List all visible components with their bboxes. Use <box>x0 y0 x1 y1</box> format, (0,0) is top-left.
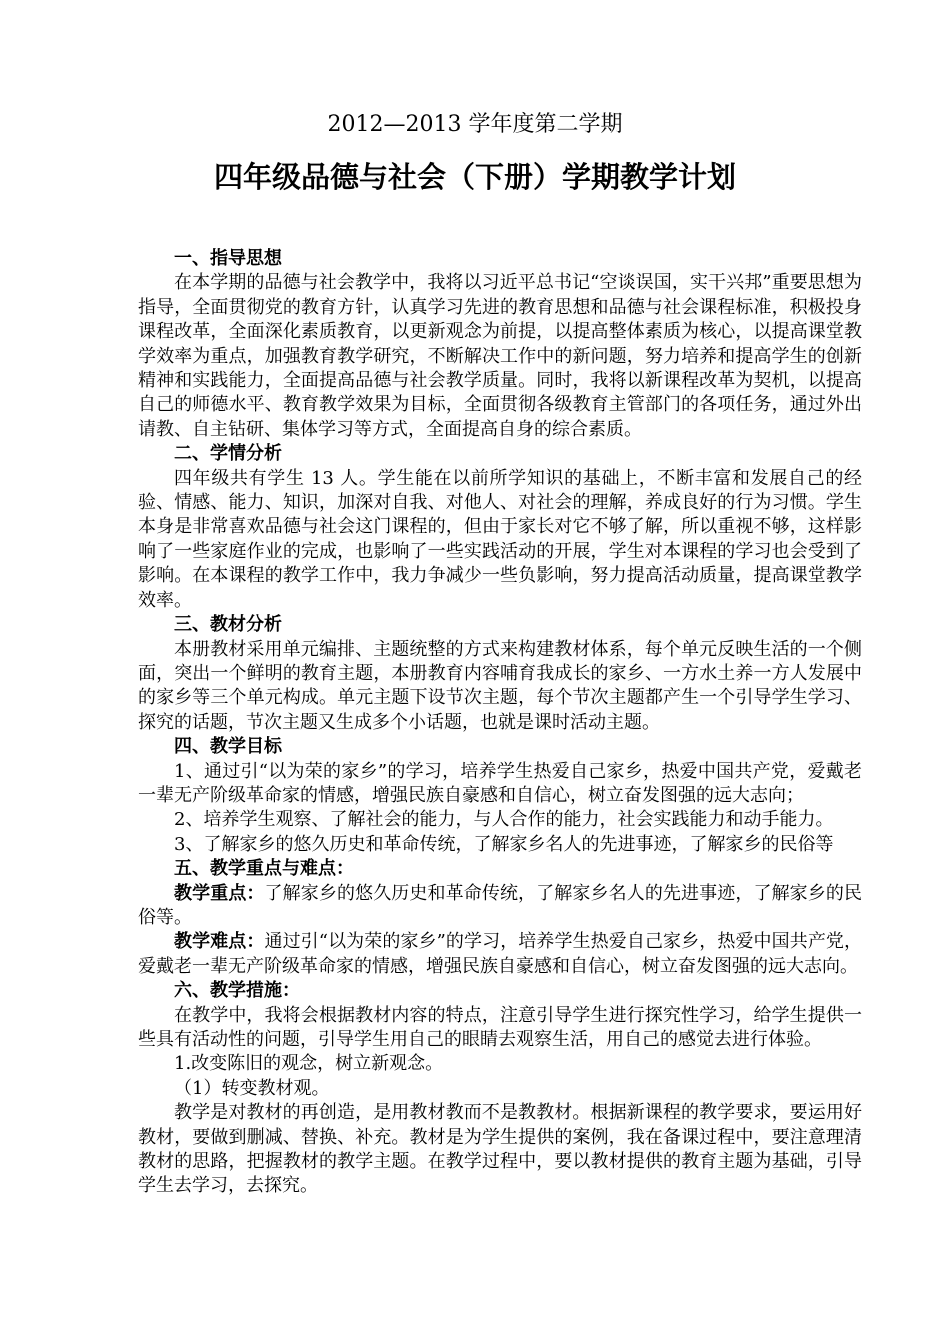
paragraph: 教学是对教材的再创造，是用教材教而不是教教材。根据新课程的教学要求，要运用好教材，要做到删减、替换、补充。教材是为学生提供的案例，我在备课过程中，要注意理清教材的思路，把握教材的教学主题。在教学过程中，要以教材提供的教育主题为基础，引导学生去学习，去探究。 <box>138 1102 862 1197</box>
objective-item: 2、培养学生观察、了解社会的能力，与人合作的能力，社会实践能力和动手能力。 <box>174 809 834 831</box>
main-title: 四年级品德与社会（下册）学期教学计划 <box>213 160 736 194</box>
objective-item: 3、了解家乡的悠久历史和革命传统，了解家乡名人的先进事迹，了解家乡的民俗等 <box>174 833 834 855</box>
section-heading: 二、学情分析 <box>174 443 282 465</box>
section-heading: 四、教学目标 <box>174 736 282 758</box>
key-point-text: 了解家乡的悠久历史和革命传统，了解家乡名人的先进事迹，了解家乡的民俗等。 <box>138 882 863 928</box>
paragraph: 在教学中，我将会根据教材内容的特点，注意引导学生进行探究性学习，给学生提供一些具有活动性的问题，引导学生用自己的眼睛去观察生活，用自己的感觉去进行体验。 <box>138 1004 862 1050</box>
paragraph: 在本学期的品德与社会教学中，我将以习近平总书记“空谈误国，实干兴邦”重要思想为指导，全面贯彻党的教育方针，认真学习先进的教育思想和品德与社会课程标准，积极投身课程改革，全面深化素质教育，以更新观念为前提，以提高整体素质为核心，以提高课堂教学效率为重点，加强教育教学研究，不断解决工作中的新问题，努力培养和提高学生的创新精神和实践能力，全面提高品德与社会教学质量。同时，我将以新课程改革为契机，以提高自己的师德水平、教育教学效果为目标，全面贯彻各级教育主管部门的各项任务，通过外出请教、自主钻研、集体学习等方式，全面提高自身的综合素质。 <box>138 272 862 440</box>
document-body <box>138 247 862 1199</box>
measure-subitem: （1）转变教材观。 <box>174 1077 330 1099</box>
measure-item: 1.改变陈旧的观念，树立新观念。 <box>174 1053 444 1075</box>
section-heading: 五、教学重点与难点： <box>174 858 354 880</box>
paragraph: 本册教材采用单元编排、主题统整的方式来构建教材体系，每个单元反映生活的一个侧面，突出一个鲜明的教育主题，本册教育内容哺育我成长的家乡、一方水土养一方人发展中的家乡等三个单元构成。单元主题下设节次主题，每个节次主题都产生一个引导学生学习、探究的话题，节次主题又生成多个小话题，也就是课时活动主题。 <box>138 638 862 733</box>
key-point-label: 教学重点： <box>174 882 265 904</box>
key-point-paragraph <box>138 882 862 931</box>
difficulty-label: 教学难点： <box>174 931 265 953</box>
objective-item: 1、通过引“以为荣的家乡”的学习，培养学生热爱自己家乡，热爱中国共产党，爱戴老一辈无产阶级革命家的情感，增强民族自豪感和自信心，树立奋发图强的远大志向； <box>138 760 862 806</box>
term-title: 2012—2013 学年度第二学期 <box>327 112 623 137</box>
section-heading: 三、教材分析 <box>174 614 282 636</box>
paragraph: 四年级共有学生 13 人。学生能在以前所学知识的基础上，不断丰富和发展自己的经验、情感、能力、知识，加深对自我、对他人、对社会的理解，养成良好的行为习惯。学生本身是非常喜欢品德与社会这门课程的，但由于家长对它不够了解，所以重视不够，这样影响了一些家庭作业的完成，也影响了一些实践活动的开展，学生对本课程的学习也会受到了影响。在本课程的教学工作中，我力争减少一些负影响，努力提高活动质量，提高课堂教学效率。 <box>138 467 862 611</box>
difficulty-text: 通过引“以为荣的家乡”的学习，培养学生热爱自己家乡，热爱中国共产党，爱戴老一辈无产阶级革命家的情感，增强民族自豪感和自信心，树立奋发图强的远大志向。 <box>138 931 863 977</box>
section-heading: 六、教学措施： <box>174 980 300 1002</box>
section-heading: 一、指导思想 <box>174 248 282 269</box>
difficulty-paragraph <box>138 930 862 979</box>
